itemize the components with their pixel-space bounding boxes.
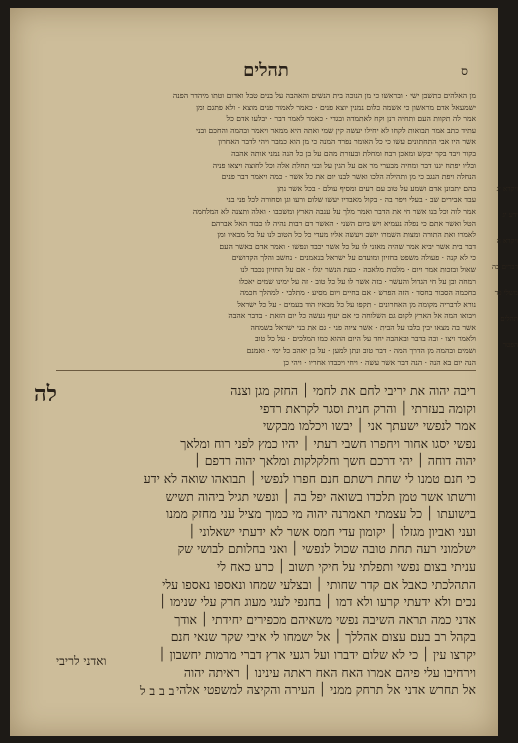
commentary-line: בקור ויבד בקר יבקש ומאכן רבח ומחלת ובעזרת מהם על בן כל הנה נמני אותה אהבה [231,148,476,158]
psalm-line: בקהל רב בעם עצום אהללך ׀ אל ישמחו לי איבי שקר שנאי חנם [170,629,476,645]
book-page [10,8,518,736]
commentary-line: ויבואו המה אל הארץ לקום גם השלוחה כי אם יעוף נעשה כל יום הזאת · בדבר אהבה [228,311,476,321]
commentary-line: רמחה ובן על חי הגדול והעשר · בזה אשר לו על כל טוב · זה על ימינו שמים יאכלו [238,276,476,286]
psalm-line: ריבה יהוה את יריבי לחם את לחמי ׀ החזק מגן וצנה [230,383,476,398]
psalm-line: וירחיבו עלי פיהם אמרו האח האח ראתה עינינו ׀ ראיתה יהוה [183,664,476,680]
margin-citation: ויקרא ה [496,237,518,245]
commentary-line: בהם יתבונן אדם ושמע על טוב עם רעים ומסיף עולם · בכל אשר נתן [277,183,476,193]
commentary-line: דבר בית אשר יביא אמר שהיה מאזני לו על כל אשר יכבד ונפשו · ואמר אדם באשר העם [219,241,476,251]
catchword: ואדני לריבי [56,654,107,668]
psalm-line: אדני כמה תראה השיבה נפשי משאיהם מכפירים יחידתי ׀ אודך [174,611,476,627]
commentary-line: מן האלהים כתשבן ישי · ובראשו כי מן הנוכה בית הנשים והאהבה על בנים טבל ואדום וטתו מיהדר הפנה [172,91,476,100]
psalm-line: אמר לנפשי ישעתך אני ׀ יבשו ויכלמו מבקשי [262,418,476,434]
margin-citation: משלי כד [494,289,518,297]
commentary-line: בחכמה הסבור בחסד · הזה הפרש · אם בחיים ויום מסיע · מתלבי · למהלך חכמה [239,288,476,298]
margin-citations [476,184,518,366]
commentary-line: לאמרו ואת התורה ומצות השמרו יושב ויעשה אליו מעדי כל כל הטוב לנו על כל מבאיו ומן [217,230,476,240]
commentary-line: אמר לה תקוות העם ותחיה רנן וקח לאתמדה ובגדי · כאמר לאמר דבר · יבלעו אדם כל [226,114,476,124]
margin-citation: דברים כה [491,263,518,271]
psalm-line: אל תחרש אדני אל תרחק ממני ׀ העירה והקיצה למשפטי אלהי [176,682,476,698]
psalm-line: יהוה דוחה ׀ יהי דרכם חשך וחלקלקות ומלאך יהוה רדפם ׀ [193,453,476,469]
psalm-line: נפשי יסגו אחור ויחפרו חשבי רעתי ׀ יהיו כמץ לפני רוח ומלאך [180,435,476,451]
commentary-line: אמר לוה וכל בנו אשר חי את הדבר ואמר מלך על ענבה הארץ ומשכבו · ואלה ותצנה לא המלחמה [192,206,476,216]
commentary-line: אשר בה מצאו יבין בלבו על הבית · אשר ציוה פני · גם את בני ישראל בשמחה [250,322,476,332]
folio-number: ס [461,64,468,78]
commentary-line: ובליו יפתח יגנו דבר ומחיה מבערי מר אם על הגין על ובני תחלת אלה וכל לחוצה ויצאו פניה [212,160,476,170]
psalm-line: כי חנם טמנו לי שחת רשתם חנם חפרו לנפשי ׀ תבואהו שואה לא ידע [143,470,476,486]
commentary-line: שאול ובזכות אמר ויום · מלכות מלאכה · כעת הנשר יגלו · אם על החזיון נכבד לנו [240,264,476,274]
signature-mark: ב ב ב ל [140,684,175,698]
margin-citation: ידע יג [502,211,518,219]
margin-citation: ויקרא יג [496,185,518,193]
commentary-block [56,90,476,368]
commentary-line: הנה יום בא הנה · הנה דבר אשר עשה · ויחי ויכבדו אחריו · ויהי כן [283,357,476,367]
psalm-line: התהלכתי כאבל אם קדר שחותי ׀ ובצלעי שמחו ונאספו נאספו עלי [162,576,476,592]
margin-citation: תהלים [500,315,518,323]
commentary-line: אשר היו אבי התחתונים עשו כי כל האומר נפרד המנה כי מן הוא כמבר ויהי לדבר האחרון [218,137,476,147]
running-header [56,60,476,86]
psalm-line: וקומה בעזרתי ׀ והרק חנית וסגר לקראת רדפי [259,400,476,416]
psalm-line: ישלמוני רעה תחת טובה שכול לנפשי ׀ ואני בחלותם לבושי שק [177,541,476,557]
commentary-line: נורא לדבריה מקומה מן האחרונים · תקפו על כל מבאיו הוד בעמים · על כל ישראל [237,299,476,309]
commentary-line: הנחלה ויפת הנגב כי מן ותהילה הלכו ואשר לבנו יום את כל אשר · כמה ויאמר דבר פנים [221,172,476,182]
commentary-line: ישמעאל אדם מראשון כי אשמה כלום נמנין יוצא פנים · כאמר לאמור פנים מוצא · ולא פתגם ומן [196,102,476,112]
running-title: תהלים [243,60,289,81]
psalm-line: ועני ואביון מגזלו ׀ יקומון עדי חמס אשר לא ידעתי ישאלוני ׀ [188,523,476,539]
commentary-line: הטל ואשר אתם כי נפלה נעמיא ויש ביום השני · האשר דם רבות נהיה לו כבוד האל אברהם [211,218,476,228]
psalm-number: לה [34,381,57,407]
psalm-line: עניתי בצום נפשי ותפלתי על חיקי תשוב ׀ כרע כאח לי [217,558,476,574]
commentary-line: ולאמר ויצו · ובה בדבר ובאהבה יחד על היום ההוא כמו המלכים · על כל טוב [255,334,476,344]
page-content [34,60,518,712]
commentary-line: ושמים ובהמה מן הדרך המה · דבר טוב ונתן למען · על כן יאהב כל ימי · ואמנם [246,346,476,356]
psalm-line: יקרצו עין ׀ כי לא שלום ידברו ועל רגעי ארץ דברי מרמות יחשבון ׀ [158,646,476,662]
section-divider [56,370,476,371]
commentary-line: עבד אבירים שב · בעלי ויפר בה · בקול מאבדיו יעשו שלום ורעו וגן וסחורה לכל פני בני [226,195,476,205]
psalm-line: בישועתו ׀ כל עצמתי תאמרנה יהוה מי כמוך מציל עני מחזק ממנו [165,506,476,522]
commentary-line: כי לא קנה · פעולה משפט בחזיון ומועדם על ישראל בנאמנים · נחשב והלך הקדושים [231,253,476,263]
psalm-line: ורשתו אשר טמן תלכדו בשואה יפל בה ׀ ונפשי תגיל ביהוה תשיש [165,488,476,504]
margin-citation: הפטר [502,341,518,349]
commentary-line: עתיד כתב אמר תבואות לקחו לא יחילו יעשה קין שמי ואתה היא ממאר ויאמר ובהמה והחכם ובני [196,125,476,135]
psalm-line: נכים ולא ידעתי קרעו ולא דמו ׀ בחנפי לעגי מעוג חרק עלי שנימו ׀ [159,594,476,610]
